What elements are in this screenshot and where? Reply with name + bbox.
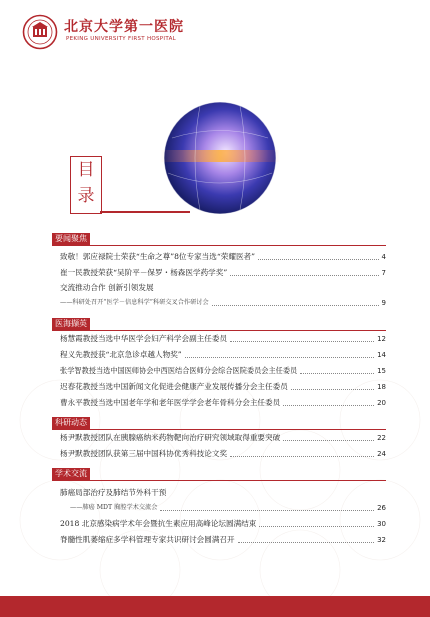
entry-page: 7 [381,269,386,277]
entry-page: 12 [377,335,386,343]
toc-title-underline [100,211,190,213]
section-label: 要闻聚焦 [52,233,90,245]
hospital-header [22,14,222,54]
section-label: 学术交流 [52,468,90,480]
dot-leader [238,542,374,543]
hospital-name-en: PEKING UNIVERSITY FIRST HOSPITAL [66,36,177,42]
entry-title: ——科研处召开“医学－信息科学”科研交叉合作研讨会 [60,299,209,306]
entry-page: 14 [377,351,386,359]
entry-title: ——肺癌 MDT 胸腔学术交流会 [70,504,158,511]
entry-title: 交流推动合作 创新引领发展 [60,283,154,292]
entry-page: 4 [381,253,386,261]
entry-page: 18 [377,383,386,391]
dot-leader [230,341,374,342]
entry-title: 崔一民教授荣获“吴阶平－保罗・杨森医学药学奖” [60,268,228,277]
entry-title: 程义先教授获“北京急诊卓越人物奖” [60,350,182,359]
toc-title-char-2: 录 [77,186,95,206]
entry-title: 脊髓性肌萎缩症多学科管理专家共识研讨会圆满召开 [60,535,235,544]
dot-leader [259,526,374,527]
dot-leader [160,510,374,511]
dot-leader [230,275,379,276]
dot-leader [230,456,374,457]
hospital-seal-icon [22,14,58,50]
entry-page: 24 [377,450,386,458]
entry-title: 杨尹默教授团队获第三届中国科协优秀科技论文奖 [60,449,228,458]
entry-title: 迟春花教授当选中国新闻文化促进会健康产业发展传播分会主任委员 [60,382,288,391]
toc-title-box [70,156,102,214]
entry-page: 20 [377,399,386,407]
entry-title: 2018 北京感染病学术年会暨抗生素应用高峰论坛圆满结束 [60,519,257,528]
entry-page: 32 [377,536,386,544]
entry-page: 30 [377,520,386,528]
section-news-focus [52,233,386,246]
entry-title: 杨慧霞教授当选中华医学会妇产科学会副主任委员 [60,334,228,343]
entry-page: 26 [377,504,386,512]
dot-leader [291,389,374,390]
section-academic-exchange [52,468,386,481]
globe-artwork [160,98,280,218]
entry-title: 张学智教授当选中国医师协会中西医结合医师分会综合医院委员会主任委员 [60,366,298,375]
toc-title-char-1: 目 [77,160,95,180]
section-label: 医海撷英 [52,318,90,330]
dot-leader [300,373,374,374]
dot-leader [185,357,374,358]
section-medical-highlights [52,318,386,331]
entry-title: 肺癌局部治疗及肺结节外科干预 [60,488,167,497]
section-label: 科研动态 [52,417,90,429]
entry-page: 15 [377,367,386,375]
hospital-name-cn: 北京大学第一医院 [64,19,184,35]
dot-leader [283,440,374,441]
entry-page: 9 [381,299,386,307]
dot-leader [283,405,374,406]
dot-leader [258,259,379,260]
entry-title: 杨尹默教授团队在胰腺癌纳米药物靶向治疗研究领域取得重要突破 [60,433,281,442]
dot-leader [212,305,379,306]
entry-title: 致敬！郭应禄院士荣获“生命之尊”8位专家当选“荣耀医者” [60,252,256,261]
entry-title: 曹永平教授当选中国老年学和老年医学学会老年骨科分会主任委员 [60,398,281,407]
section-research-news [52,417,386,430]
footer-bar [0,596,430,617]
entry-page: 22 [377,434,386,442]
